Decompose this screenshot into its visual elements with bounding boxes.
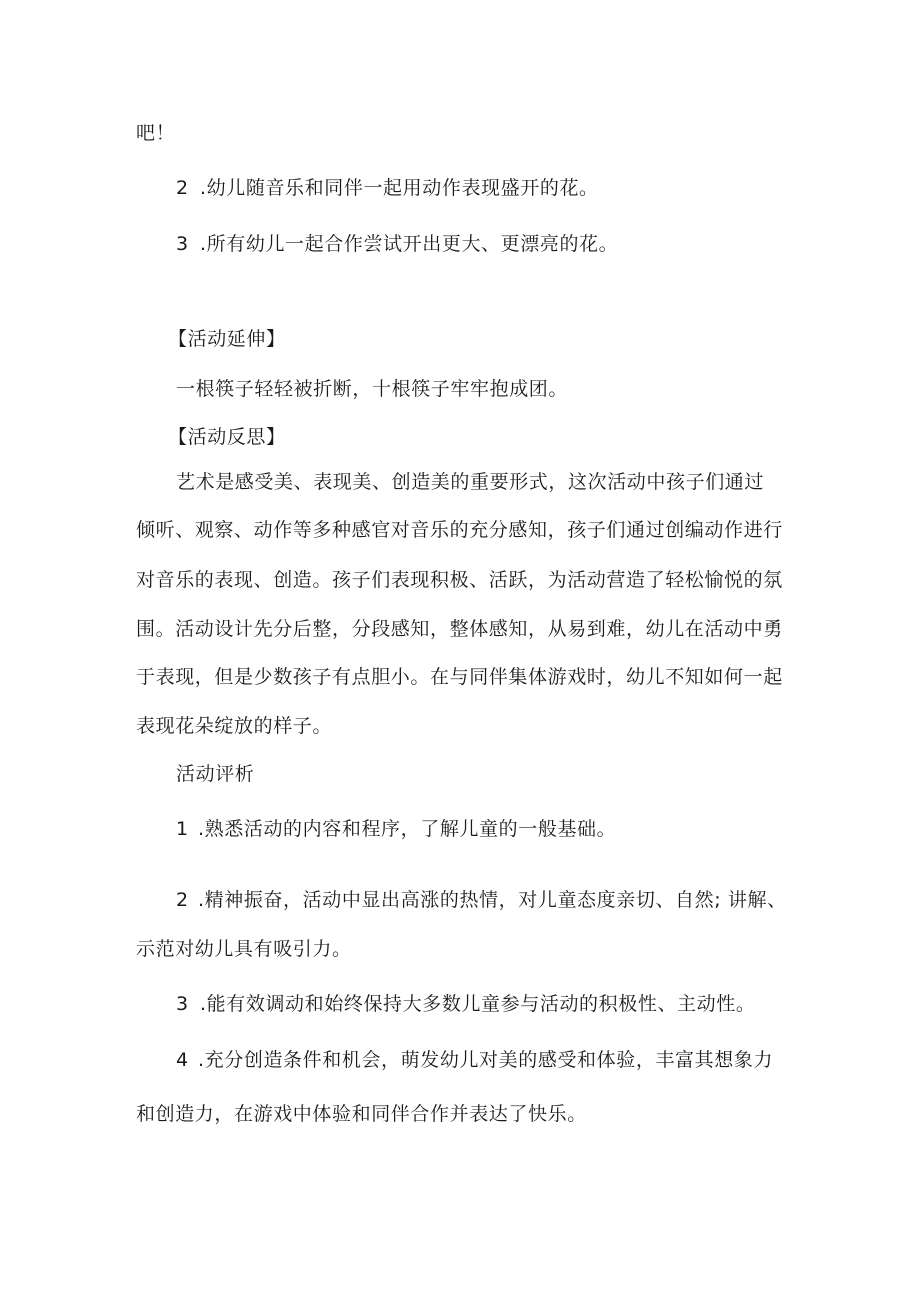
item-text: .充分创造条件和机会，萌发幼儿对美的感受和体验，丰富其想象力: [198, 1049, 774, 1071]
evaluation-item: [176, 992, 755, 1016]
list-number: 2: [176, 177, 189, 199]
item-text: .熟悉活动的内容和程序，了解儿童的一般基础。: [198, 818, 617, 840]
extension-text: 一根筷子轻轻被折断，十根筷子牢牢抱成团。: [176, 378, 569, 400]
evaluation-heading: 活动评析: [176, 763, 255, 785]
reflection-line: 对音乐的表现、创造。孩子们表现积极、活跃，为活动营造了轻松愉悦的氛: [136, 569, 783, 591]
evaluation-item: [176, 817, 616, 841]
reflection-line: 表现花朵绽放的样子。: [136, 715, 333, 737]
item-number: 2: [176, 889, 189, 911]
evaluation-item: [176, 1048, 773, 1072]
continuation-line: 吧！: [136, 122, 176, 144]
list-text: .幼儿随音乐和同伴一起用动作表现盛开的花。: [200, 177, 599, 199]
item-number: 4: [176, 1049, 189, 1071]
extension-heading: 【活动延伸】: [168, 328, 286, 350]
list-number: 3: [176, 233, 189, 255]
reflection-line: 艺术是感受美、表现美、创造美的重要形式，这次活动中孩子们通过: [176, 471, 765, 493]
list-item: [176, 232, 618, 256]
evaluation-item-continuation: 示范对幼儿具有吸引力。: [136, 938, 352, 960]
reflection-line: 倾听、观察、动作等多种感官对音乐的充分感知，孩子们通过创编动作进行: [136, 519, 783, 541]
reflection-heading: 【活动反思】: [168, 426, 286, 448]
item-text: .能有效调动和始终保持大多数儿童参与活动的积极性、主动性。: [200, 993, 756, 1015]
item-number: 1: [176, 818, 189, 840]
list-item: [176, 176, 599, 200]
item-text: .精神振奋，活动中显出高涨的热情，对儿童态度亲切、自然; 讲解、: [198, 889, 787, 911]
list-text: .所有幼儿一起合作尝试开出更大、更漂亮的花。: [200, 233, 619, 255]
reflection-line: 于表现，但是少数孩子有点胆小。在与同伴集体游戏时，幼儿不知如何一起: [136, 666, 783, 688]
reflection-line: 围。活动设计先分后整，分段感知，整体感知，从易到难，幼儿在活动中勇: [136, 618, 783, 640]
evaluation-item: [176, 888, 787, 912]
item-number: 3: [176, 993, 189, 1015]
evaluation-item-continuation: 和创造力，在游戏中体验和同伴合作并表达了快乐。: [136, 1103, 587, 1125]
